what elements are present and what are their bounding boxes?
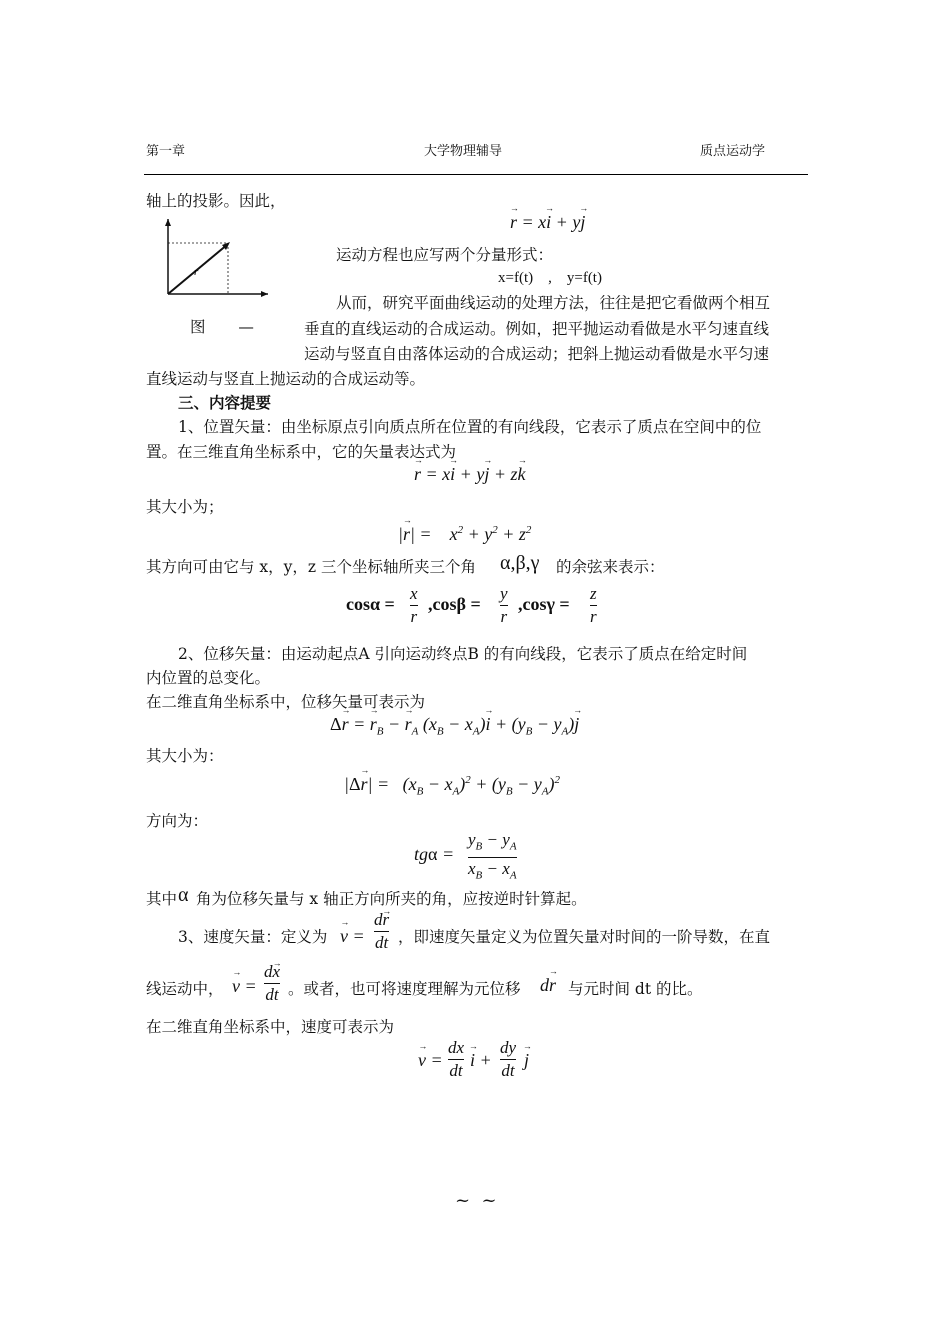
velocity-def-lhs: v → = [340, 926, 365, 947]
cos-alpha-label: cosα = [346, 594, 395, 614]
text-line: 1、位置矢量：由坐标原点引向质点所在位置的有向线段，它表示了质点在空间中的位 [178, 418, 762, 436]
equation-position-3d: r → = xi → + yj → + zk → [414, 464, 525, 485]
text-line: 运动方程也应写两个分量形式： [336, 246, 554, 264]
text-line: 垂直的直线运动的合成运动。例如，把平抛运动看做是水平匀速直线 [304, 320, 770, 338]
text-line: 直线运动与竖直上抛运动的合成运动等。 [146, 370, 426, 388]
page-footer: ~ ~ [455, 1190, 497, 1211]
figure-vector-label: r [194, 266, 199, 278]
text-line: 3、速度矢量：定义为 [178, 928, 328, 946]
text-line: 方向为： [146, 812, 209, 830]
equation-displacement-magnitude: |Δr →| = $(x_B - x_A)^2 + (y_B - y_A)^2$ [344, 774, 560, 798]
text-line: 线运动中， [146, 980, 224, 998]
header-center: 大学物理辅导 [424, 144, 503, 159]
text-line: 轴上的投影。因此， [146, 192, 286, 210]
text-line: 在二维直角坐标系中，位移矢量可表示为 [146, 693, 426, 711]
displacement-element: dr → [540, 975, 556, 996]
text-line: 与元时间 dt 的比。 [568, 980, 703, 998]
text-line: 置。在三维直角坐标系中，它的矢量表达式为 [146, 443, 457, 461]
text-line: 。或者，也可将速度理解为元位移 [288, 980, 521, 998]
text-line: 其大小为； [146, 498, 224, 516]
cos-beta-label: ,cosβ = [428, 594, 481, 614]
text-line: 内位置的总变化。 [146, 669, 271, 687]
text-line: 其大小为： [146, 747, 224, 765]
angle-symbols: α,β,γ [500, 552, 540, 574]
alpha-symbol: α [178, 884, 189, 906]
fraction-x-r: x r [410, 584, 418, 626]
text-line: 2、位移矢量：由运动起点A 引向运动终点B 的有向线段，它表示了质点在给定时间 [178, 645, 748, 663]
equation-displacement: Δr → = $r \to_B - r \to_A$ $(x_B - x_A)i$ → + $(y_B - y_A)j$ → [330, 714, 579, 738]
header-rule [144, 174, 808, 175]
coordinate-figure [148, 214, 273, 304]
fraction-y-r: y r [500, 584, 508, 626]
tg-alpha-label: tgα = [414, 844, 455, 864]
velocity-line-lhs: v → = [232, 976, 257, 997]
fraction-z-r: z r [590, 584, 597, 626]
header-left: 第一章 [146, 144, 186, 159]
text-line: x=f(t) , y=f(t) [498, 270, 602, 286]
fraction-tg: $y_B - y_A$ $x_B - x_A$ [468, 830, 517, 882]
figure-caption: 图 — [190, 318, 268, 336]
section-heading: 三、内容提要 [178, 393, 272, 412]
unit-i-plus: i → + [470, 1050, 492, 1071]
text-line: 运动与竖直自由落体运动的合成运动；把斜上抛运动看做是水平匀速 [304, 345, 770, 363]
velocity-2d-lhs: v → = [418, 1050, 443, 1071]
text-line: ，即速度矢量定义为位置矢量对时间的一阶导数，在直 [398, 928, 771, 946]
text-line: 的余弦来表示： [556, 558, 665, 576]
equation-position-2d: r → = xi → + yj → [510, 212, 585, 233]
cos-gamma-label: ,cosγ = [518, 594, 570, 614]
fraction-dx-dt: dx → dt [264, 962, 280, 1005]
text-line: 在二维直角坐标系中，速度可表示为 [146, 1018, 395, 1036]
text-line: 角为位移矢量与 x 轴正方向所夹的角，应按逆时针算起。 [196, 890, 587, 908]
fraction-dx-dt-2: dx dt [448, 1038, 465, 1080]
header-right: 质点运动学 [700, 144, 766, 159]
unit-j: j → [524, 1050, 529, 1071]
fraction-dr-dt: dr → dt [374, 910, 389, 953]
text-line: 其方向可由它与 x，y，z 三个坐标轴所夹三个角 [146, 558, 477, 576]
text-line: 其中 [146, 890, 178, 908]
text-line: 从而，研究平面曲线运动的处理方法，往往是把它看做两个相互 [336, 294, 771, 312]
equation-magnitude-3d: |r →| = $x^2 + y^2 + z^2$ [398, 524, 531, 545]
fraction-dy-dt: dy dt [500, 1038, 517, 1080]
